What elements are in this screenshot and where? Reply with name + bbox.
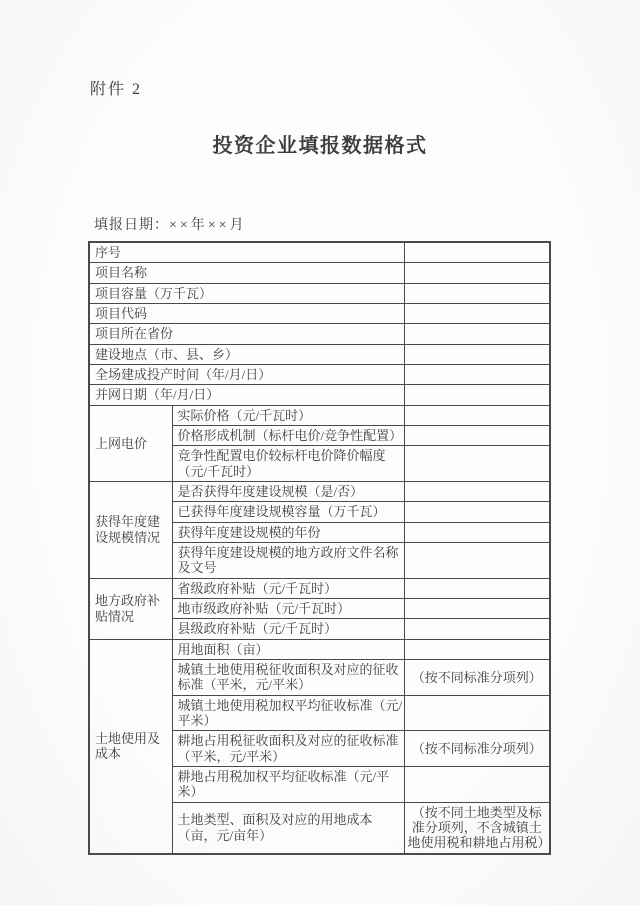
field-label-cell: 已获得年度建设规模容量（万千瓦） [172,502,404,522]
field-label-cell: 耕地占用税征收面积及对应的征收标准（平米，元/平米） [172,731,404,767]
field-label-cell: 项目代码 [89,303,404,323]
table-row [89,405,550,425]
field-label-cell: 项目容量（万千瓦） [89,283,404,303]
field-label-cell: 项目所在省份 [89,324,404,344]
table-row [89,303,550,323]
field-label-cell: 城镇土地使用税征收面积及对应的征收标准（平米，元/平米） [172,659,404,695]
document-title: 投资企业填报数据格式 [212,135,428,157]
filing-date-line [94,214,247,234]
field-label-cell: 价格形成机制（标杆电价/竞争性配置） [172,425,404,445]
value-cell [404,766,550,802]
attachment-label: 附件 2 [90,81,143,98]
field-label-cell: 土地类型、面积及对应的用地成本（亩，元/亩年） [172,802,404,853]
table-row [89,481,550,501]
field-label-cell: 省级政府补贴（元/千瓦时） [172,578,404,598]
field-label-cell: 县级政府补贴（元/千瓦时） [172,619,404,639]
field-label-cell: 全场建成投产时间（年/月/日） [89,364,404,384]
filing-date-label: 填报日期： [94,218,169,233]
field-label-cell: 用地面积（亩） [172,639,404,659]
report-table-container [88,241,550,855]
value-cell [404,405,550,425]
value-cell [404,303,550,323]
field-label-cell: 获得年度建设规模的地方政府文件名称及文号 [172,542,404,578]
group-header-cell: 土地使用及成本 [89,639,172,853]
field-label-cell: 并网日期（年/月/日） [89,385,404,405]
value-cell [404,324,550,344]
value-cell [404,522,550,542]
report-table [88,241,551,855]
value-cell [404,598,550,618]
table-row [89,324,550,344]
value-cell [404,481,550,501]
value-cell [404,695,550,731]
field-label-cell: 耕地占用税加权平均征收标准（元/平米） [172,766,404,802]
group-header-cell: 获得年度建设规模情况 [89,481,172,578]
value-cell [404,502,550,522]
field-label-cell: 建设地点（市、县、乡） [89,344,404,364]
report-table-body [89,242,550,854]
field-label-cell: 竞争性配置电价较标杆电价降价幅度（元/千瓦时） [172,446,404,482]
value-cell: （按不同土地类型及标准分项列，不含城镇土地使用税和耕地占用税） [404,802,550,853]
field-label-cell: 项目名称 [89,263,404,283]
value-cell [404,425,550,445]
filing-date-value: ××年××月 [169,218,247,233]
field-label-cell: 是否获得年度建设规模（是/否） [172,481,404,501]
value-cell [404,619,550,639]
value-cell [404,639,550,659]
value-cell [404,283,550,303]
field-label-cell: 获得年度建设规模的年份 [172,522,404,542]
table-row [89,283,550,303]
value-cell: （按不同标准分项列） [404,731,550,767]
value-cell [404,263,550,283]
value-cell [404,446,550,482]
value-cell [404,542,550,578]
table-row [89,364,550,384]
table-row [89,385,550,405]
field-label-cell: 实际价格（元/千瓦时） [172,405,404,425]
value-cell [404,364,550,384]
table-row [89,263,550,283]
field-label-cell: 序号 [89,242,404,263]
table-row [89,242,550,263]
value-cell [404,242,550,263]
field-label-cell: 地市级政府补贴（元/千瓦时） [172,598,404,618]
table-row [89,578,550,598]
value-cell [404,385,550,405]
value-cell [404,578,550,598]
group-header-cell: 上网电价 [89,405,172,481]
table-row [89,344,550,364]
value-cell [404,344,550,364]
table-row [89,639,550,659]
value-cell: （按不同标准分项列） [404,659,550,695]
group-header-cell: 地方政府补贴情况 [89,578,172,639]
field-label-cell: 城镇土地使用税加权平均征收标准（元/平米） [172,695,404,731]
